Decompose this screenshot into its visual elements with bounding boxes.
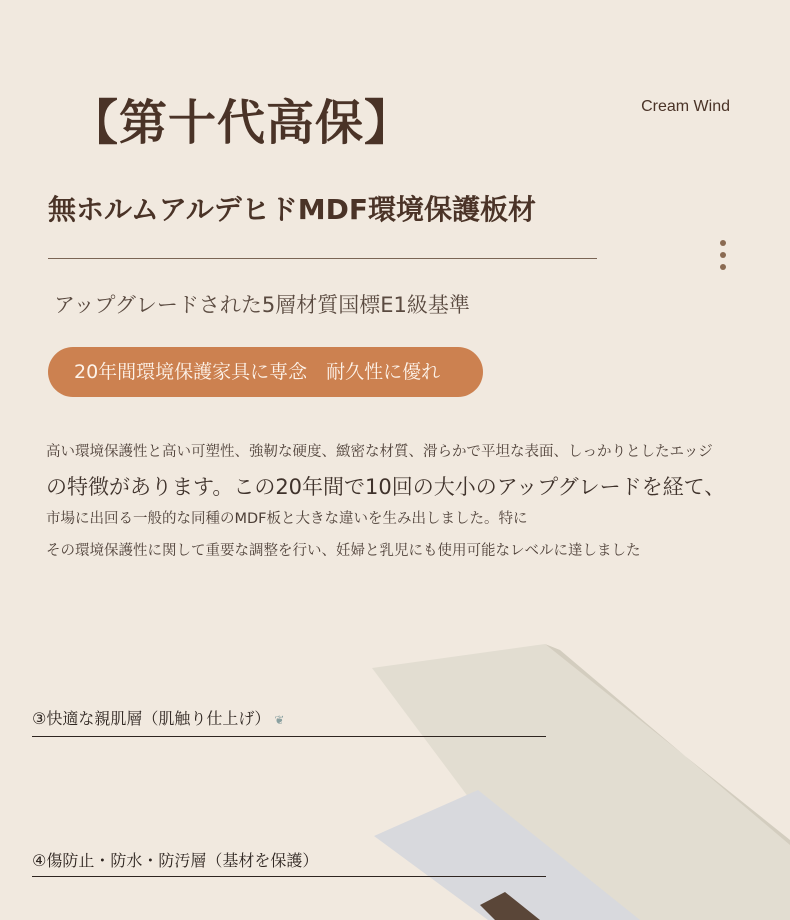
layer-label-protection: ④傷防止・防水・防汚層（基材を保護） <box>32 851 319 870</box>
layer-divider-2 <box>32 876 546 877</box>
paragraph-line-4: その環境保護性に関して重要な調整を行い、妊婦と乳児にも使用可能なレベルに達しました <box>46 543 641 559</box>
headline: 【第十代高保】 <box>70 95 414 151</box>
title-divider <box>48 258 597 259</box>
more-options-icon[interactable] <box>719 240 727 276</box>
paragraph-line-1: 高い環境保護性と高い可塑性、強靭な硬度、緻密な材質、滑らかで平坦な表面、しっかりとしたエッジ <box>46 444 713 460</box>
layer-label-skin-friendly-text: ③快適な親肌層（肌触り仕上げ） <box>32 709 271 728</box>
upgrade-line: アップグレードされた5層材質国標E1級基準 <box>54 293 470 317</box>
leaf-icon: ❦ <box>274 713 285 727</box>
brand-name: Cream Wind <box>641 98 730 115</box>
paragraph-line-3: 市場に出回る一般的な同種のMDF板と大きな違いを生み出しました。特に <box>46 511 528 527</box>
paragraph-line-2: の特徴があります。この20年間で10回の大小のアップグレードを経て、 <box>46 475 726 499</box>
layer-divider-1 <box>32 736 546 737</box>
feature-badge: 20年間環境保護家具に専念 耐久性に優れ <box>48 347 483 397</box>
layer-label-skin-friendly <box>32 706 284 729</box>
subtitle: 無ホルムアルデヒドMDF環境保護板材 <box>48 193 536 226</box>
